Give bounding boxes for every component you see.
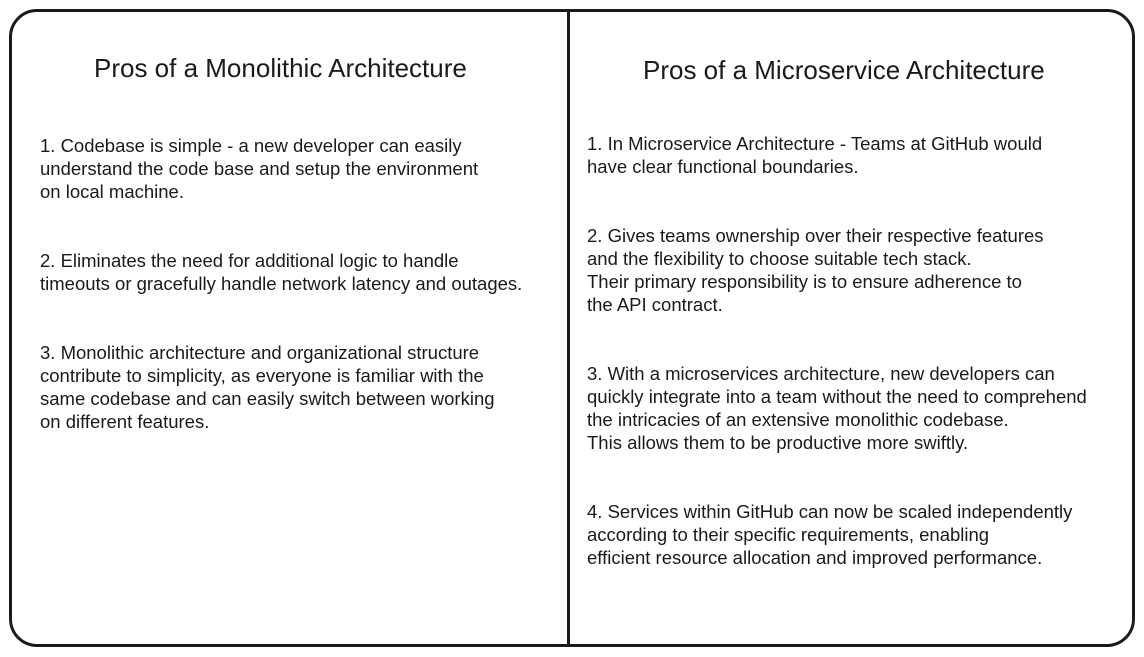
microservice-point-4: 4. Services within GitHub can now be scaled independently according to their specific requirements, enabling efficient resource allocation and improved performance. xyxy=(587,501,1073,568)
microservice-column xyxy=(587,0,1135,657)
monolithic-point-3: 3. Monolithic architecture and organizational structure contribute to simplicity, as everyone is familiar with the same codebase and can easily switch between working on different features. xyxy=(40,342,495,432)
microservice-point-2: 2. Gives teams ownership over their respective features and the flexibility to choose suitable tech stack. Their primary responsibility is to ensure adherence to the API contract. xyxy=(587,225,1044,315)
microservice-point-1: 1. In Microservice Architecture - Teams at GitHub would have clear functional boundaries. xyxy=(587,133,1043,177)
microservice-point-3: 3. With a microservices architecture, new developers can quickly integrate into a team without the need to comprehend the intricacies of an extensive monolithic codebase. This allows them to be productive more swiftly. xyxy=(587,363,1087,453)
monolithic-column xyxy=(40,0,564,657)
monolithic-point-1: 1. Codebase is simple - a new developer can easily understand the code base and setup the environment on local machine. xyxy=(40,135,479,202)
monolithic-point-2: 2. Eliminates the need for additional logic to handle timeouts or gracefully handle network latency and outages. xyxy=(40,250,523,294)
column-divider xyxy=(567,10,570,647)
microservice-title: Pros of a Microservice Architecture xyxy=(643,55,1045,85)
monolithic-title: Pros of a Monolithic Architecture xyxy=(94,53,467,83)
